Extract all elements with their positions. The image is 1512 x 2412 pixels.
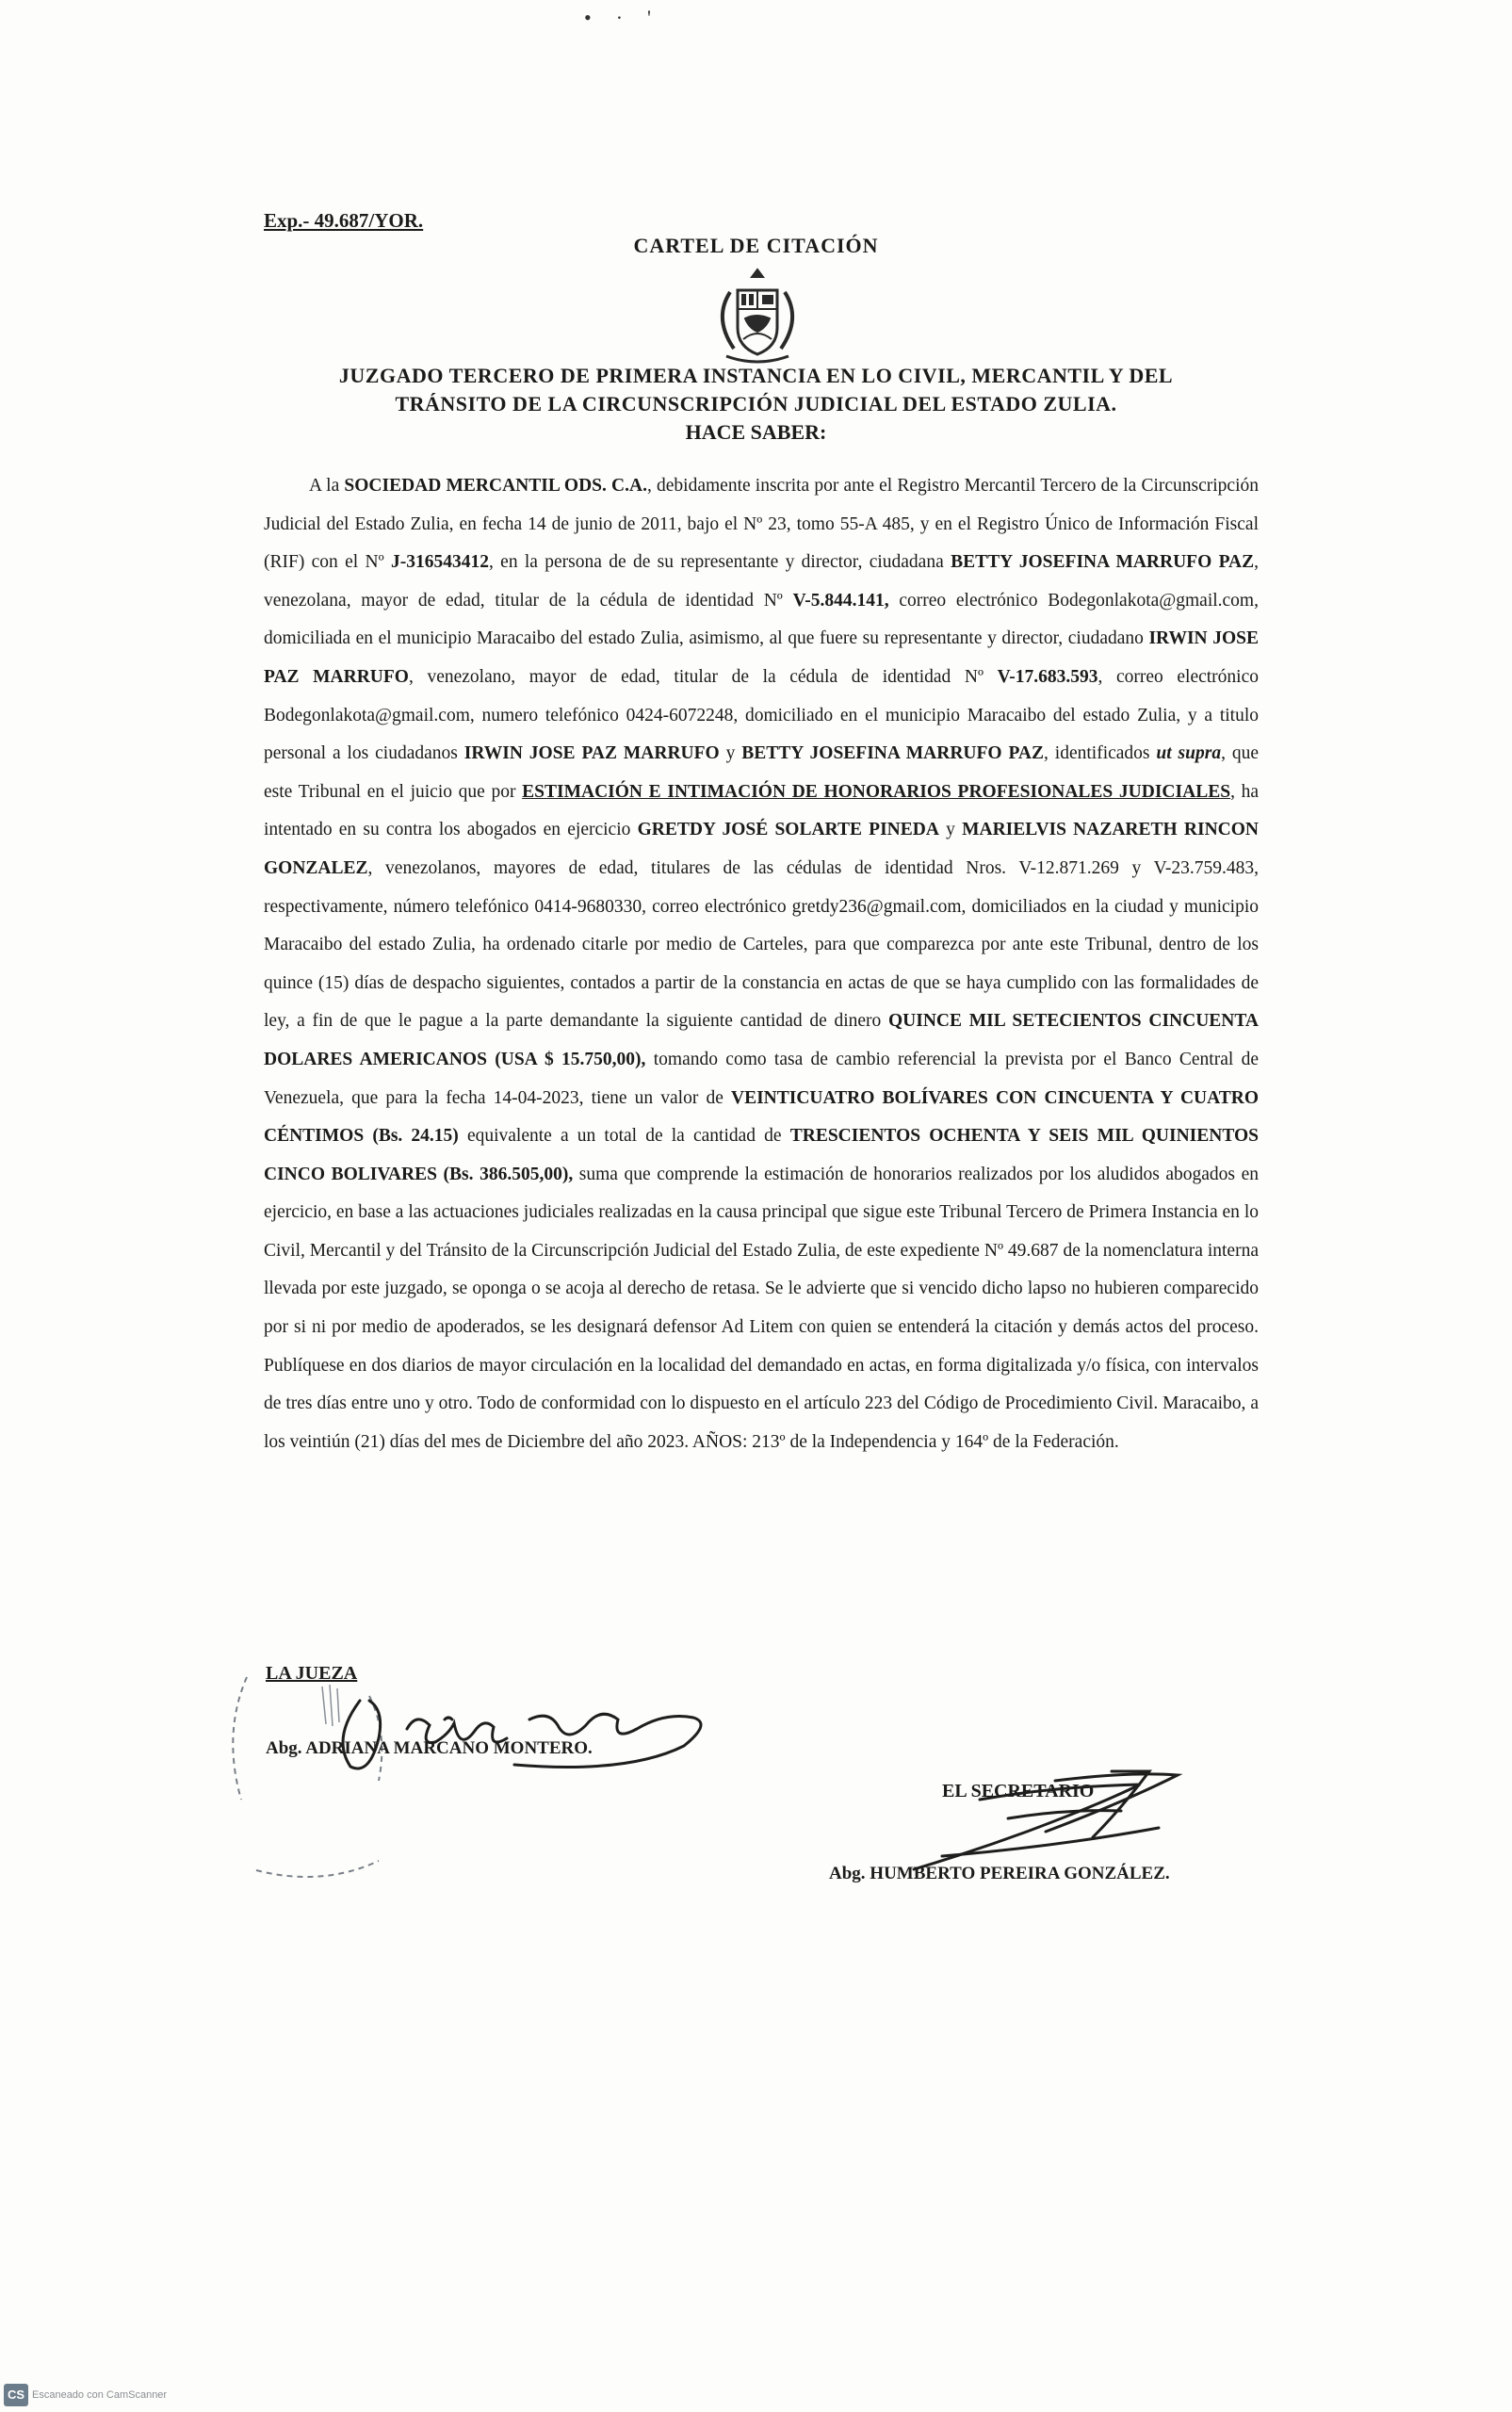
id-number: V-17.683.593 — [997, 666, 1098, 687]
defendant-name: IRWIN JOSE PAZ MARRUFO — [463, 743, 720, 764]
plaintiff-name: GRETDY JOSÉ SOLARTE PINEDA — [637, 820, 939, 840]
text-run: , en la persona de de su representante y director, ciudadana — [488, 552, 951, 573]
text-run: , identificados — [1044, 743, 1157, 764]
judge-name: Abg. ADRIANA MARCANO MONTERO. — [266, 1738, 593, 1758]
secretary-signature-icon — [867, 1762, 1225, 1875]
camscanner-logo-icon: CS — [4, 2384, 28, 2406]
text-run: suma que comprende la estimación de honorarios realizados por los aludidos abogados en ejercicio, en base a las actuaciones judiciales realizadas en la causa principal que sigue este Tribunal Tercero de Primera Instancia en lo Civil, Mercantil y del Tránsito de la Circunscripción Judicial del Estado Zulia, de este expediente Nº 49.687 de la nomenclatura interna llevada por este juzgado, se oponga o se acoja al derecho de retasa. Se le advierte que si vencido dicho lapso no hubieren comparecido por si ni por medio de apoderados, se les designará defensor Ad Litem con quien se entenderá la citación y demás actos del proceso. Publíquese en dos diarios de mayor circulación en la localidad del demandado en actas, en forma digitalizada y/o física, con intervalos de tres días entre uno y otro. Todo de conformidad con lo dispuesto en el artículo 223 del Código de Procedimiento Civil. Maracaibo, a los veintiún (21) días del mes de Diciembre del año 2023. AÑOS: 213º de la Independencia y 164º de la Federación. — [264, 1164, 1259, 1452]
court-name-line-2: TRÁNSITO DE LA CIRCUNSCRIPCIÓN JUDICIAL DEL ESTADO ZULIA. — [395, 392, 1117, 416]
scanner-watermark: Escaneado con CamScanner — [32, 2389, 168, 2401]
scan-specks: •·' — [584, 6, 675, 29]
text-run: , debidamente inscrita por ante el Registro Mercantil Tercero de la Circunscripción Judicial del Estado Zulia, en fecha 14 de junio de 2011, bajo el Nº 23, tomo 55-A 485, y en el Registro Único de Información Fiscal (RIF) con el Nº — [264, 476, 1259, 573]
text-run: correo electrónico Bodegonlakota@gmail.com, domiciliada en el municipio Maracaibo del estado Zulia, asimismo, al que fuere su representante y director, ciudadano — [264, 590, 1259, 649]
text-run: y — [719, 743, 742, 764]
citation-body — [264, 467, 1259, 1461]
secretary-role: EL SECRETARIO — [942, 1781, 1095, 1801]
court-name-line-1: JUZGADO TERCERO DE PRIMERA INSTANCIA EN LO CIVIL, MERCANTIL Y DEL — [338, 364, 1174, 387]
text-run: y — [938, 820, 963, 840]
text-run: , que este Tribunal en el juicio que por — [264, 743, 1260, 802]
representative-name: BETTY JOSEFINA MARRUFO PAZ — [951, 552, 1255, 573]
judge-signature-icon — [303, 1682, 756, 1785]
secretary-signature-block — [829, 1781, 1170, 1883]
amount-usd: QUINCE MIL SETECIENTOS CINCUENTA DOLARES AMERICANOS (USA $ 15.750,00), — [264, 1011, 1260, 1069]
text-run: , venezolana, mayor de edad, titular de la cédula de identidad Nº — [264, 552, 1259, 611]
text-run: equivalente a un total de la cantidad de — [458, 1126, 790, 1147]
secretary-name: Abg. HUMBERTO PEREIRA GONZÁLEZ. — [829, 1864, 1170, 1883]
text-run: A la — [309, 476, 345, 496]
coat-of-arms-icon — [702, 264, 813, 367]
id-number: V-5.844.141, — [792, 590, 889, 611]
plaintiff-name: MARIELVIS NAZARETH RINCON GONZALEZ — [264, 820, 1259, 878]
hace-saber-heading: HACE SABER: — [685, 420, 827, 444]
judge-role: LA JUEZA — [266, 1663, 358, 1684]
case-type: ESTIMACIÓN E INTIMACIÓN DE HONORARIOS PROFESIONALES JUDICIALES — [522, 781, 1231, 802]
text-run: tomando como tasa de cambio referencial la prevista por el Banco Central de Venezuela, que para la fecha 14-04-2023, tiene un valor de — [264, 1049, 1259, 1108]
defendant-name: BETTY JOSEFINA MARRUFO PAZ — [741, 743, 1045, 764]
text-run: , ha intentado en su contra los abogados en ejercicio — [264, 781, 1260, 840]
document-title: CARTEL DE CITACIÓN — [633, 234, 879, 257]
judge-signature-block — [266, 1663, 593, 1758]
amount-bs: TRESCIENTOS OCHENTA Y SEIS MIL QUINIENTOS CINCO BOLIVARES (Bs. 386.505,00), — [264, 1126, 1259, 1184]
text-run: , correo electrónico Bodegonlakota@gmail.com, numero telefónico 0424-6072248, domiciliado en el municipio Maracaibo del estado Zulia, y a titulo personal a los ciudadanos — [264, 666, 1259, 764]
company-name: SOCIEDAD MERCANTIL ODS. C.A. — [344, 476, 647, 496]
text-run: , venezolano, mayor de edad, titular de la cédula de identidad Nº — [408, 666, 998, 687]
expediente-number: Exp.- 49.687/YOR. — [264, 209, 424, 232]
citation-paragraph — [264, 467, 1259, 1461]
latin-phrase: ut supra — [1156, 743, 1222, 764]
exchange-rate: VEINTICUATRO BOLÍVARES CON CINCUENTA Y CUATRO CÉNTIMOS (Bs. 24.15) — [264, 1087, 1259, 1147]
representative-name: IRWIN JOSE PAZ MARRUFO — [264, 628, 1259, 687]
rif-number: J-316543412 — [390, 552, 489, 573]
text-run: , venezolanos, mayores de edad, titulares de las cédulas de identidad Nros. V-12.871.269 y V-23.759.483, respectivamente, número telefónico 0414-9680330, correo electrónico gretdy236@gmail.com, domiciliados en la ciudad y municipio Maracaibo del estado Zulia, ha ordenado citarle por medio de Carteles, para que comparezca por ante este Tribunal, dentro de los quince (15) días de despacho siguientes, contados a partir de la constancia en actas de que se haya cumplido con las formalidades de ley, a fin de que le pague a la parte demandante la siguiente cantidad de dinero — [264, 857, 1259, 1032]
